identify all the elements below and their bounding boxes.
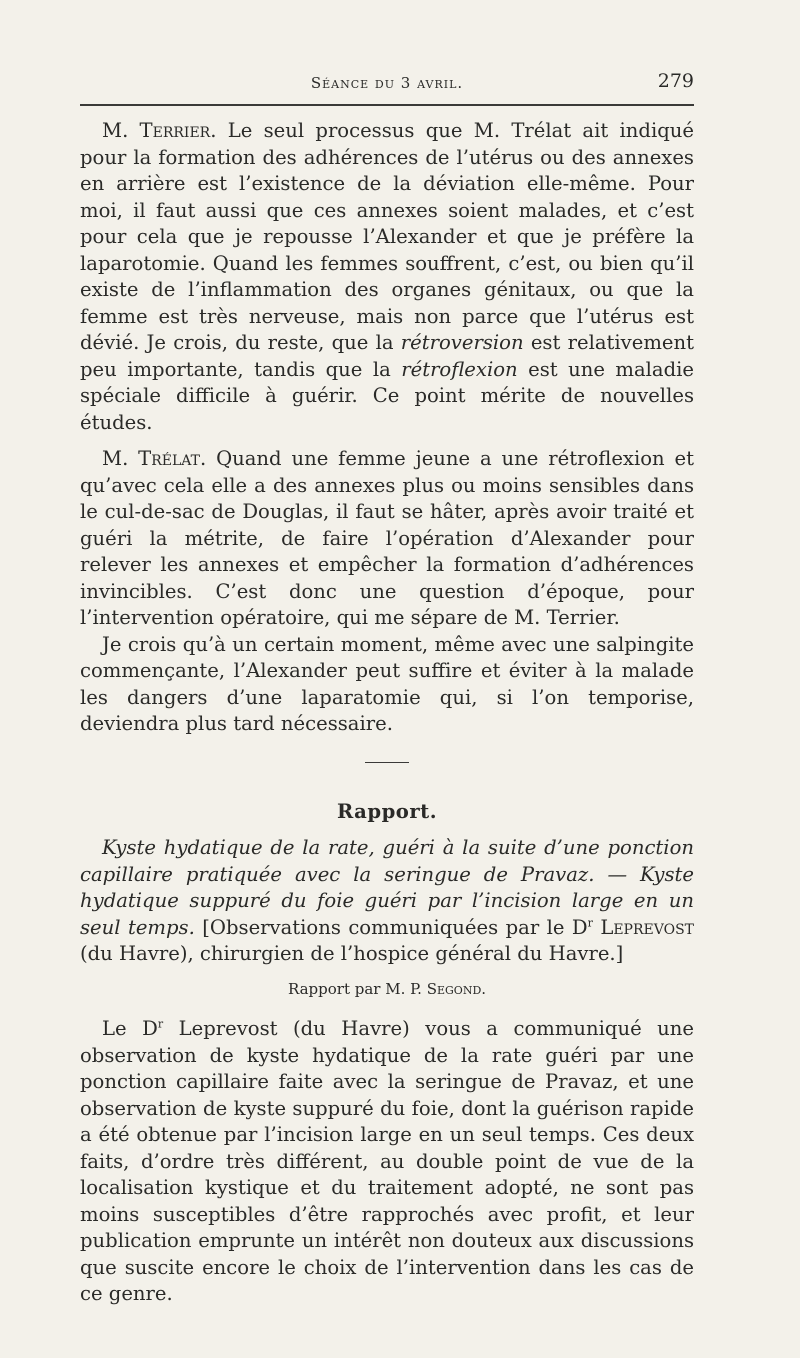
report-title-roman-2: (du Havre), chirurgien de l’hospice général du Havre.] bbox=[80, 942, 624, 965]
trelat-text: Quand une femme jeune a une rétroflexion et qu’avec cela elle a des annexes plus ou moins sensibles dans le cul-de-sac de Douglas, il faut se hâter, après avoir traité et guéri la métrite, de faire l’opération d’Alexander pour relever les annexes et empêcher la formation d’adhérences invincibles. C’est donc une question d’époque, pour l’intervention opératoire, qui me sépare de M. Terrier. bbox=[80, 447, 694, 629]
term-retroversion: rétroversion bbox=[400, 331, 524, 354]
final-paragraph bbox=[80, 1016, 694, 1308]
page-body bbox=[80, 118, 694, 1308]
page-header bbox=[80, 64, 694, 106]
report-by-name: Segond. bbox=[426, 979, 487, 998]
trelat-paragraph-2: Je crois qu’à un certain moment, même avec une salpingite commençante, l’Alexander peut suffire et éviter à la malade les dangers d’une laparatomie qui, si l’on temporise, deviendra plus tard nécessaire. bbox=[80, 632, 694, 735]
speaker-trelat: M. Trélat. bbox=[102, 447, 207, 470]
running-title: Séance du 3 avril. bbox=[310, 74, 464, 92]
page-number: 279 bbox=[657, 70, 694, 92]
terrier-text-2: est relativement peu importante, tandis que la bbox=[80, 331, 694, 381]
terrier-paragraph bbox=[80, 118, 694, 436]
report-title bbox=[80, 835, 694, 968]
terrier-text-3: est une maladie spéciale difficile à guérir. Ce point mérite de nouvelles études. bbox=[80, 357, 694, 434]
report-by-prefix: Rapport par M. P. bbox=[287, 979, 427, 998]
final-text-2: Leprevost (du Havre) vous a communiqué une observation de kyste hydatique de la rate guéri par une ponction capillaire faite avec la seringue de Pravaz, et une observation de kyste suppuré du foie, dont la guérison rapide a été obtenue par l’incision large en un seul temps. Ces deux faits, d’ordre très différent, au double point de vue de la localisation kystique et du traitement adopté, ne sont pas moins susceptibles d’être rapprochés avec profit, et leur publication emprunte un intérêt non douteux aux discussions que suscite encore le choix de l’intervention dans les cas de ce genre. bbox=[80, 1017, 694, 1305]
final-sup: r bbox=[157, 1017, 164, 1031]
trelat-paragraph bbox=[80, 446, 694, 632]
terrier-text-1: Le seul processus que M. Trélat ait indiqué pour la formation des adhérences de l’utérus ou des annexes en arrière est l’existence de la déviation elle-même. Pour moi, il faut aussi que ces annexes soient malades, et c’est pour cela que je repousse l’Alexander et que je préfère la laparotomie. Quand les femmes souffrent, c’est, ou bien qu’il existe de l’inflammation des organes génitaux, ou que la femme est très nerveuse, mais non parce que l’utérus est dévié. Je crois, du reste, que la bbox=[80, 119, 694, 354]
report-title-sup: r bbox=[587, 915, 593, 929]
report-by bbox=[80, 976, 694, 1003]
section-separator bbox=[365, 762, 409, 763]
report-title-roman-1: [Observations communiquées par le D bbox=[194, 915, 588, 939]
section-heading: Rapport. bbox=[336, 799, 438, 823]
report-title-italic: Kyste hydatique de la rate, guéri à la suite d’une ponction capillaire pratiquée avec la seringue de Pravaz. — Kyste hydatique suppuré du foie guéri par l’incision large en un seul temps. bbox=[80, 836, 694, 939]
speaker-terrier: M. Terrier. bbox=[102, 119, 217, 142]
report-title-author: Leprevost bbox=[592, 915, 694, 939]
term-retroflexion: rétroflexion bbox=[401, 357, 518, 381]
final-text-1: Le D bbox=[102, 1017, 158, 1040]
